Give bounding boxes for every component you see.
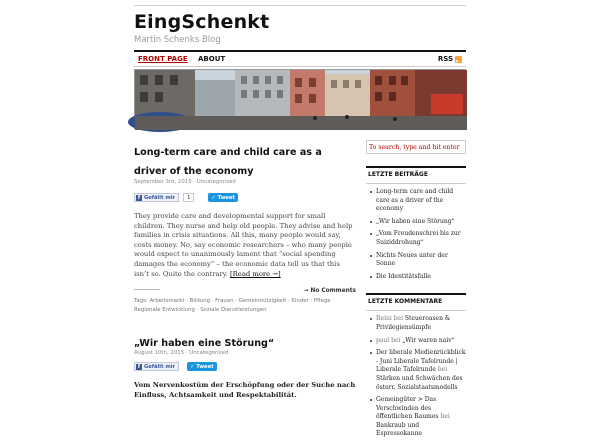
recent-comment-item: Der liberale Medienrückblick - Juni Liberale Tafelrunde | Liberale Tafelrunde bei Stärken und Schwächen des österr. Sozialstaatsmodells xyxy=(370,349,466,392)
recent-comments-title: LETZTE KOMMENTARE xyxy=(366,295,466,311)
facebook-like-label: Gefällt mir xyxy=(144,194,176,201)
post-meta: August 10th, 2015 · Uncategorized xyxy=(134,350,229,357)
post-title[interactable]: „Wir haben eine Störung“ xyxy=(134,338,275,350)
post-meta: September 3rd, 2015 · Uncategorized xyxy=(134,179,236,185)
nav-about[interactable]: ABOUT xyxy=(198,55,226,63)
twitter-icon: ✓ xyxy=(211,194,216,201)
main-nav xyxy=(134,50,466,67)
rss-icon xyxy=(455,56,462,63)
recent-post-item[interactable]: „Vom Freudenschrei bis zur Suiziddrohung“ xyxy=(370,230,466,247)
tweet-button[interactable] xyxy=(187,362,216,371)
facebook-like-label: Gefällt mir xyxy=(144,363,176,370)
recent-post-item[interactable]: Die Identitätsfalle xyxy=(370,273,466,282)
recent-comments-widget xyxy=(366,293,466,439)
share-bar xyxy=(134,362,356,371)
facebook-icon: f xyxy=(137,194,141,201)
facebook-like-button[interactable] xyxy=(134,193,179,202)
comment-author[interactable]: Der liberale Medienrückblick - Juni Liberale Tafelrunde | Liberale Tafelrunde xyxy=(376,349,466,374)
header-image xyxy=(134,69,466,129)
comment-post-link[interactable]: „Wir waren naiv“ xyxy=(402,336,455,344)
recent-comment-item: Reini bei Steueroasen & Privilegiensümpfe xyxy=(370,315,466,332)
post-2 xyxy=(134,338,356,400)
top-rule xyxy=(134,5,466,6)
tweet-button[interactable] xyxy=(208,193,237,202)
city-street-image xyxy=(135,70,467,130)
rss-label: RSS xyxy=(437,55,453,63)
twitter-icon: ✓ xyxy=(190,363,195,370)
search-input[interactable]: To search, type and hit enter xyxy=(366,140,466,154)
comment-post-link[interactable]: Stärken und Schwächen des österr. Sozialstaatsmodells xyxy=(376,374,463,391)
comment-post-link[interactable]: Steueroasen & Privilegiensümpfe xyxy=(376,315,451,331)
post-lead: Vom Nervenkostüm der Erschöpfung oder der Suche nach Einfluss, Achtsamkeit und Respektabilität. xyxy=(134,381,356,399)
share-bar xyxy=(134,193,356,202)
facebook-like-count: 1 xyxy=(183,193,194,202)
comments-link[interactable]: → No Comments xyxy=(303,288,356,295)
recent-comment-item: Gemeingüter > Das Verschwinden des öffentlichen Raumes bei Bankraub und Espressokanne xyxy=(370,396,466,439)
comment-post-link[interactable]: Bankraub und Espressokanne xyxy=(376,421,422,438)
site-title[interactable]: EingSchenkt xyxy=(134,11,270,33)
site-description: Martin Schenks Blog xyxy=(134,35,221,45)
post-excerpt-text: They provide care and developmental support for small children. They nurse and help old people. They advise and help families in crisis situations. All this, many people would say, costs money. No, say economic researchers – who many people would expect to unanimously lament that “social spending damages the economy” – the economic data tell us that this isn’t so. Quite the contrary. xyxy=(134,212,353,278)
recent-post-item[interactable]: „Wir haben eine Störung“ xyxy=(370,218,466,227)
comment-author[interactable]: Reini xyxy=(376,315,392,323)
recent-post-item[interactable]: Long-term care and child care as a driver of the economy xyxy=(370,188,466,214)
recent-comment-item: paul bei „Wir waren naiv“ xyxy=(370,337,466,346)
sidebar xyxy=(366,140,466,443)
recent-posts-widget xyxy=(366,166,466,281)
facebook-icon: f xyxy=(137,363,141,370)
comment-author[interactable]: Gemeingüter > Das Verschwinden des öffentlichen Raumes xyxy=(376,396,439,421)
facebook-like-button[interactable] xyxy=(134,362,179,371)
main-content xyxy=(134,140,356,400)
recent-post-item[interactable]: Nichts Neues unter der Sonne xyxy=(370,252,466,269)
post-1 xyxy=(134,140,356,314)
comment-author[interactable]: paul xyxy=(376,336,390,344)
nav-front-page[interactable]: FRONT PAGE xyxy=(138,55,188,63)
recent-posts-title: LETZTE BEITRÄGE xyxy=(366,168,466,184)
post-title[interactable]: Long-term care and child care as a driver of the economy xyxy=(134,147,322,177)
nav-rss[interactable] xyxy=(438,55,462,63)
post-excerpt xyxy=(134,212,356,279)
tweet-label: Tweet xyxy=(217,194,235,201)
post-tags[interactable]: Tags: Arbeitsmarkt · Bildung · Frauen · Gemeinnützigkeit · Kinder · Pflege · Regionale Entwicklung · Soziale Dienstleistungen xyxy=(134,298,335,313)
read-more-link[interactable]: [Read more →] xyxy=(230,269,281,278)
tweet-label: Tweet xyxy=(196,363,214,370)
